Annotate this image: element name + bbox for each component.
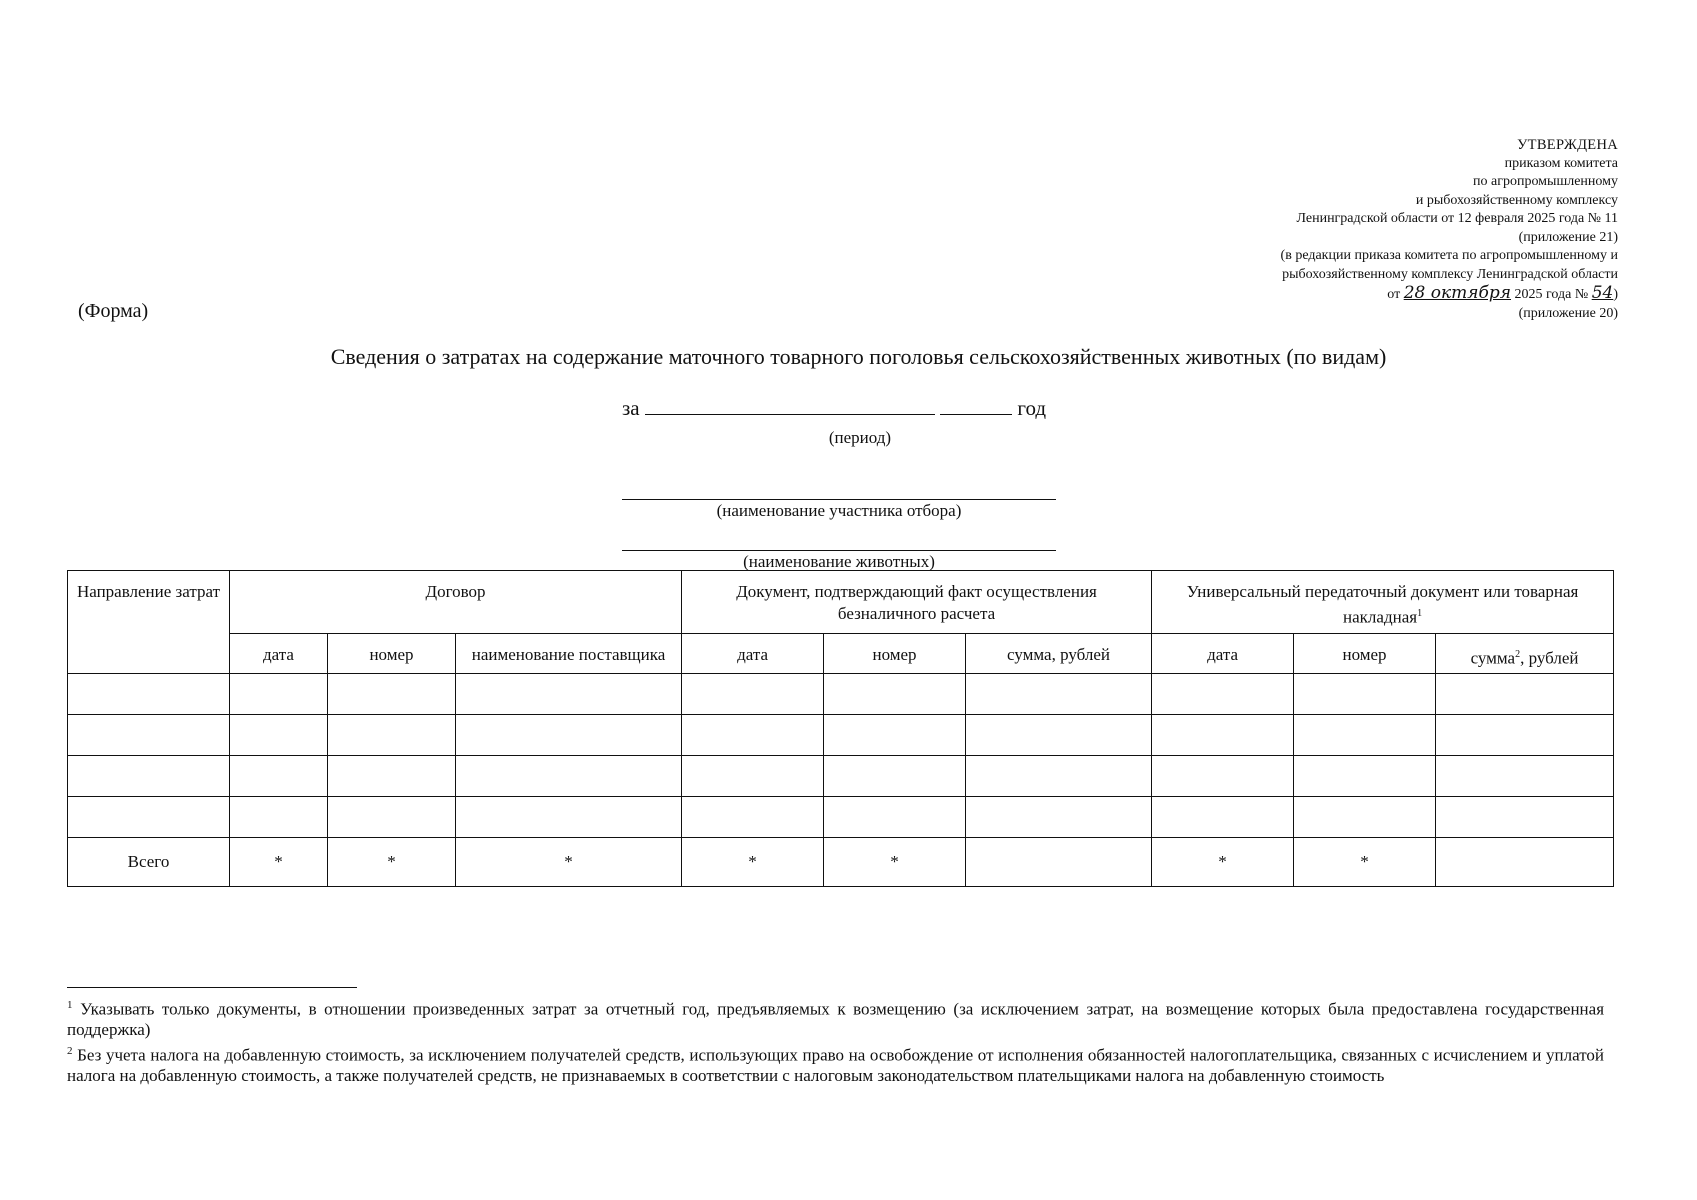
date-suffix: ) (1613, 287, 1618, 302)
participant-blank[interactable] (622, 499, 1056, 500)
total-label: Всего (68, 838, 230, 887)
period-prefix: за (622, 396, 640, 420)
header-upd-sum: сумма$^2$, рублей (1436, 633, 1614, 674)
approval-title: УТВЕРЖДЕНА (1517, 137, 1618, 153)
table-cell[interactable] (456, 797, 682, 838)
header-payment-number: номер (824, 633, 966, 674)
table-cell[interactable] (682, 674, 824, 715)
table-row (68, 715, 1614, 756)
approval-date-line (1118, 284, 1618, 305)
table-cell[interactable] (328, 756, 456, 797)
approval-line: Ленинградской области от 12 февраля 2025 года № 11 (1296, 211, 1618, 226)
table-cell[interactable] (824, 715, 966, 756)
table-cell[interactable] (68, 715, 230, 756)
footnote-1 (67, 995, 1604, 1040)
table-row (68, 756, 1614, 797)
year-blank[interactable] (940, 396, 1012, 415)
table-cell[interactable] (230, 674, 328, 715)
star-cell: * (824, 838, 966, 887)
approval-line: по агропромышленному (1473, 174, 1618, 189)
table-cell[interactable] (1294, 715, 1436, 756)
header-supplier-name: наименование поставщика (456, 633, 682, 674)
table-subheader-row (68, 633, 1614, 674)
approval-line: (в редакции приказа комитета по агропромышленному и (1280, 248, 1618, 263)
footnote-mark: 1 (67, 999, 73, 1011)
header-upd-number: номер (1294, 633, 1436, 674)
table-cell[interactable] (824, 797, 966, 838)
total-payment-sum-cell[interactable] (966, 838, 1152, 887)
table-cell[interactable] (68, 756, 230, 797)
table-cell[interactable] (1436, 756, 1614, 797)
period-suffix: год (1017, 396, 1047, 420)
table-cell[interactable] (456, 715, 682, 756)
handwritten-date: 28 октября (1403, 283, 1511, 303)
header-contract-date: дата (230, 633, 328, 674)
table-cell[interactable] (1294, 674, 1436, 715)
table-cell[interactable] (328, 674, 456, 715)
table-row (68, 797, 1614, 838)
period-hint: (период) (828, 428, 892, 447)
table-cell[interactable] (966, 756, 1152, 797)
header-payment-sum: сумма, рублей (966, 633, 1152, 674)
table-cell[interactable] (230, 756, 328, 797)
period-blank[interactable] (645, 396, 935, 415)
footnote-text: Указывать только документы, в отношении произведенных затрат за отчетный год, предъявляемых к возмещению (за исключением затрат, на возмещение которых была предоставлена государственная поддержка) (67, 999, 1605, 1039)
table-cell[interactable] (1152, 715, 1294, 756)
footnote-ref: 2 (1515, 648, 1521, 660)
table-cell[interactable] (230, 797, 328, 838)
form-label: (Форма) (78, 300, 149, 322)
table-cell[interactable] (456, 756, 682, 797)
table-cell[interactable] (966, 797, 1152, 838)
approval-annex: (приложение 20) (1518, 305, 1618, 321)
approval-line: рыбохозяйственному комплексу Ленинградской области (1282, 266, 1618, 282)
table-cell[interactable] (966, 674, 1152, 715)
table-cell[interactable] (1152, 756, 1294, 797)
table-cell[interactable] (966, 715, 1152, 756)
table-cell[interactable] (682, 756, 824, 797)
table-cell[interactable] (682, 715, 824, 756)
footnote-text: Без учета налога на добавленную стоимость, за исключением получателей средств, использующих право на освобождение от исполнения обязанностей налогоплательщика, связанных с исчислением и уплатой налога на добавленную стоимость, а также получателей средств, не признаваемых в соответствии с налоговым законодательством плательщиками налога на добавленную стоимость (67, 1045, 1604, 1085)
costs-table (67, 570, 1614, 887)
star-cell: * (682, 838, 824, 887)
header-payment-document: Документ, подтверждающий факт осуществления безналичного расчета (682, 571, 1152, 634)
star-cell: * (230, 838, 328, 887)
table-header-row (68, 571, 1614, 634)
date-prefix: от (1387, 287, 1401, 302)
footnote-mark: 2 (67, 1045, 73, 1057)
table-cell[interactable] (1152, 674, 1294, 715)
table-row (68, 674, 1614, 715)
animals-blank[interactable] (622, 550, 1056, 551)
document-title: Сведения о затратах на содержание маточного товарного поголовья сельскохозяйственных животных (по видам) (330, 344, 1387, 369)
table-cell[interactable] (328, 797, 456, 838)
star-cell: * (1152, 838, 1294, 887)
table-cell[interactable] (230, 715, 328, 756)
date-year-text: 2025 года № (1514, 287, 1589, 302)
approval-block (1118, 136, 1618, 323)
approval-line: (приложение 21) (1518, 229, 1618, 245)
header-contract-number: номер (328, 633, 456, 674)
header-upd-text: Универсальный передаточный документ или товарная накладная (1186, 582, 1579, 627)
table-cell[interactable] (1294, 756, 1436, 797)
period-row (622, 396, 1046, 421)
star-cell: * (1294, 838, 1436, 887)
header-payment-date: дата (682, 633, 824, 674)
handwritten-number: 54 (1591, 283, 1614, 303)
table-cell[interactable] (824, 674, 966, 715)
participant-hint: (наименование участника отбора) (716, 501, 962, 520)
header-upd (1152, 571, 1614, 634)
total-row (68, 838, 1614, 887)
table-cell[interactable] (68, 797, 230, 838)
footnote-divider (67, 987, 357, 988)
footnote-ref: 1 (1417, 608, 1423, 619)
approval-line: приказом комитета (1504, 155, 1618, 171)
star-cell: * (328, 838, 456, 887)
table-cell[interactable] (1294, 797, 1436, 838)
total-upd-sum-cell[interactable] (1436, 838, 1614, 887)
header-upd-date: дата (1152, 633, 1294, 674)
header-contract: Договор (230, 571, 682, 634)
table-cell[interactable] (824, 756, 966, 797)
table-cell[interactable] (1436, 797, 1614, 838)
header-direction: Направление затрат (68, 571, 230, 674)
approval-line: и рыбохозяйственному комплексу (1415, 192, 1618, 208)
star-cell: * (456, 838, 682, 887)
table-cell[interactable] (456, 674, 682, 715)
animals-hint: (наименование животных) (743, 552, 935, 571)
table-cell[interactable] (1436, 715, 1614, 756)
table-cell[interactable] (328, 715, 456, 756)
table-cell[interactable] (1152, 797, 1294, 838)
table-cell[interactable] (682, 797, 824, 838)
table-cell[interactable] (1436, 674, 1614, 715)
table-cell[interactable] (68, 674, 230, 715)
footnote-2 (67, 1041, 1604, 1086)
